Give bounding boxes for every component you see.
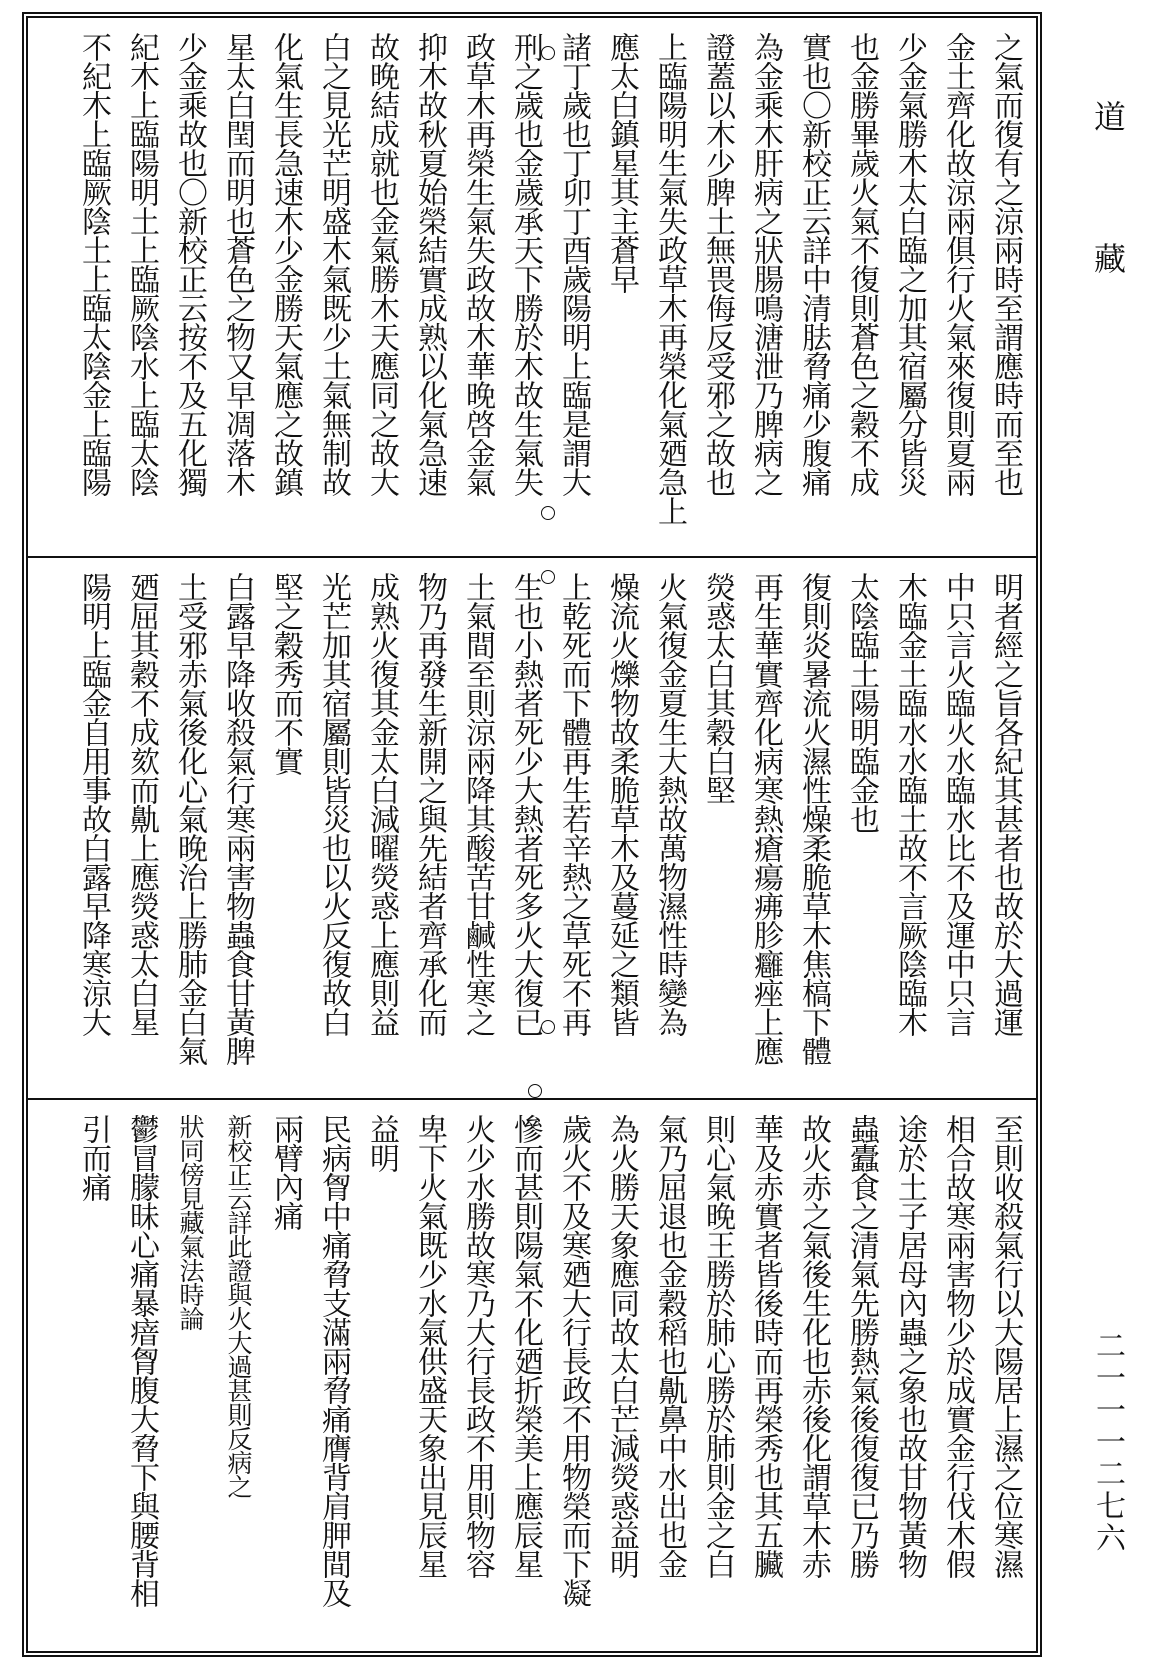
- text-column: 上乾死而下體再生若辛熱之草死不再: [556, 572, 591, 1036]
- text-column: 光芒加其宿屬則皆災也以火反復故白: [316, 572, 351, 1036]
- text-column: 實也〇新校正云詳中清胠脅痛少腹痛: [796, 32, 831, 496]
- text-column: 燥流火爍物故柔脆草木及蔓延之類皆: [604, 572, 639, 1036]
- text-column: 應太白鎮星其主蒼早: [604, 32, 639, 293]
- text-column: 陽明上臨金自用事故白露早降寒涼大: [76, 572, 111, 1036]
- book-title: 道藏: [1089, 100, 1127, 384]
- text-column: 狀同傍見藏氣法時論: [176, 1114, 205, 1330]
- text-column: 證蓋以木少脾土無畏侮反受邪之故也: [700, 32, 735, 496]
- section-marker-icon: [541, 46, 555, 60]
- section-marker-icon: [528, 1084, 542, 1098]
- text-column: 復則炎暑流火濕性燥柔脆草木焦槁下體: [796, 572, 831, 1065]
- text-band-upper: [28, 18, 1036, 558]
- text-column: 卑下火氣既少水氣供盛天象出見辰星: [412, 1114, 447, 1578]
- text-column: 上臨陽明生氣失政草木再榮化氣廼急上: [652, 32, 687, 525]
- text-column: 民病胷中痛脅支滿兩脅痛膺背肩胛間及: [316, 1114, 351, 1607]
- section-marker-icon: [541, 570, 555, 584]
- text-column: 政草木再榮生氣失政故木華晚啓金氣: [460, 32, 495, 496]
- text-column: 熒惑太白其穀白堅: [700, 572, 735, 804]
- text-column: 化氣生長急速木少金勝天氣應之故鎮: [268, 32, 303, 496]
- text-column: 物乃再發生新開之與先結者齊承化而: [412, 572, 447, 1036]
- text-column: 太陰臨土陽明臨金也: [844, 572, 879, 833]
- text-column: 成熟火復其金太白減曜熒惑上應則益: [364, 572, 399, 1036]
- text-column: 引而痛: [76, 1114, 111, 1201]
- text-column: 中只言火臨火水臨水比不及運中只言: [940, 572, 975, 1036]
- text-column: 金土齊化故涼兩俱行火氣來復則夏兩: [940, 32, 975, 496]
- text-column: 白露早降收殺氣行寒兩害物蟲食甘黃脾: [220, 572, 255, 1065]
- text-column: 廼屈其穀不成欬而鼽上應熒惑太白星: [124, 572, 159, 1036]
- text-column: 為火勝天象應同故太白芒減熒惑益明: [604, 1114, 639, 1578]
- section-marker-icon: [541, 506, 555, 520]
- text-column: 諸丁歲也丁卯丁酉歲陽明上臨是謂大: [556, 32, 591, 496]
- text-column: 至則收殺氣行以大陽居上濕之位寒濕: [988, 1114, 1023, 1578]
- text-band-lower: [28, 1100, 1036, 1651]
- text-column: 歲火不及寒廼大行長政不用物榮而下凝: [556, 1114, 591, 1607]
- text-column: 刑之歲也金歲承天下勝於木故生氣失: [508, 32, 543, 496]
- text-column: 也金勝畢歲火氣不復則蒼色之穀不成: [844, 32, 879, 496]
- text-column: 火氣復金夏生大熱故萬物濕性時變為: [652, 572, 687, 1036]
- text-column: 土受邪赤氣後化心氣晚治上勝肺金白氣: [172, 572, 207, 1065]
- column-group: [40, 1114, 1024, 1641]
- text-column: 新校正云詳此證與火大過甚則反病之: [224, 1114, 253, 1498]
- text-column: 之氣而復有之涼兩時至謂應時而至也: [988, 32, 1023, 496]
- text-column: 土氣間至則涼兩降其酸苦甘鹹性寒之: [460, 572, 495, 1036]
- text-column: 堅之穀秀而不實: [268, 572, 303, 775]
- text-column: 益明: [364, 1114, 399, 1172]
- text-column: 木臨金土臨水水臨土故不言厥陰臨木: [892, 572, 927, 1036]
- text-column: 故晚結成就也金氣勝木天應同之故大: [364, 32, 399, 496]
- text-column: 生也小熱者死少大熱者死多火大復已: [508, 572, 543, 1036]
- text-column: 相合故寒兩害物少於成實金行伐木假: [940, 1114, 975, 1578]
- text-column: 華及赤實者皆後時而再榮秀也其五臟: [748, 1114, 783, 1578]
- column-group: [40, 572, 1024, 1090]
- page-frame: [22, 12, 1042, 1657]
- text-column: 紀木上臨陽明土上臨厥陰水上臨太陰: [124, 32, 159, 496]
- text-column: 少金氣勝木太白臨之加其宿屬分皆災: [892, 32, 927, 496]
- text-column: 則心氣晚王勝於肺心勝於肺則金之白: [700, 1114, 735, 1578]
- text-column: 兩臂內痛: [268, 1114, 303, 1230]
- text-column: 少金乘故也〇新校正云按不及五化獨: [172, 32, 207, 496]
- page-number: 二一一一二七六: [1090, 1330, 1125, 1554]
- text-column: 再生華實齊化病寒熱瘡瘍疿胗癰痤上應: [748, 572, 783, 1065]
- text-column: 抑木故秋夏始榮結實成熟以化氣急速: [412, 32, 447, 496]
- text-column: 火少水勝故寒乃大行長政不用則物容: [460, 1114, 495, 1578]
- text-column: 氣乃屈退也金穀稻也鼽鼻中水出也金: [652, 1114, 687, 1578]
- text-column: 慘而甚則陽氣不化廼折榮美上應辰星: [508, 1114, 543, 1578]
- text-column: 明者經之旨各紀其甚者也故於大過運: [988, 572, 1023, 1036]
- text-column: 為金乘木肝病之狀腸鳴溏泄乃脾病之: [748, 32, 783, 496]
- text-column: 蟲蠹食之清氣先勝熱氣後復復已乃勝: [844, 1114, 879, 1578]
- text-column: 不紀木上臨厥陰土上臨太陰金上臨陽: [76, 32, 111, 496]
- text-column: 鬱冒朦昧心痛暴瘖胷腹大脅下與腰背相: [124, 1114, 159, 1607]
- section-marker-icon: [541, 1020, 555, 1034]
- text-column: 途於土子居母內蟲之象也故甘物黃物: [892, 1114, 927, 1578]
- text-column: 星太白閏而明也蒼色之物又早凋落木: [220, 32, 255, 496]
- text-column: 白之見光芒明盛木氣既少土氣無制故: [316, 32, 351, 496]
- column-group: [40, 32, 1024, 548]
- text-column: 故火赤之氣後生化也赤後化謂草木赤: [796, 1114, 831, 1578]
- text-band-middle: [28, 558, 1036, 1100]
